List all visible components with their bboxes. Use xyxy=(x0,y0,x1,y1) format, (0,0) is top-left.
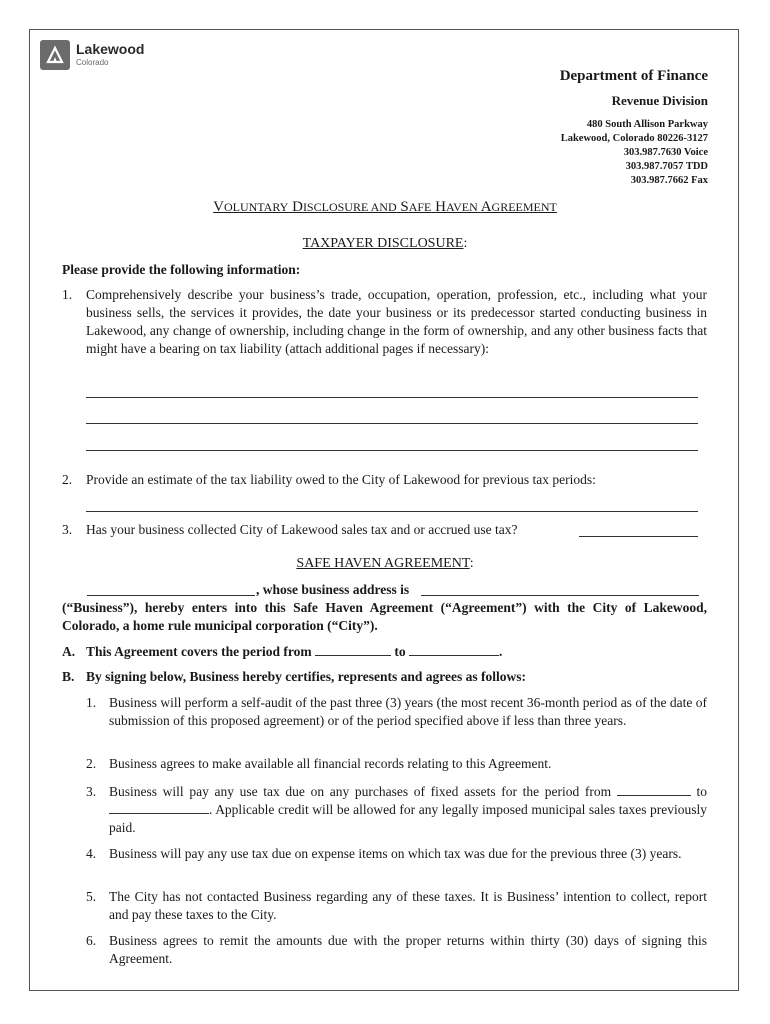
business-name-field[interactable] xyxy=(87,595,255,596)
document-title: VOLUNTARY DISCLOSURE AND SAFE HAVEN AGREEMENT xyxy=(213,199,557,215)
asset-period-to-field[interactable] xyxy=(109,801,209,814)
period-to-field[interactable] xyxy=(409,643,499,656)
city-logo xyxy=(40,40,144,70)
item-1-number: 1. xyxy=(86,695,97,710)
clause-b-text: By signing below, Business hereby certifies, represents and agrees as follows: xyxy=(86,669,527,684)
question-1-number: 1. xyxy=(62,287,73,302)
department-name: Department of Finance xyxy=(559,68,708,84)
disclosure-intro: Please provide the following information: xyxy=(62,262,301,277)
clause-a-text: This Agreement covers the period from to . xyxy=(86,644,503,659)
address-street: 480 South Allison Parkway xyxy=(586,119,708,130)
item-2-text: Business agrees to make available all financial records relating to this Agreement. xyxy=(109,756,552,771)
item-6-text: Business agrees to remit the amounts due with the proper returns within thirty (30) days of signing this Agreement. xyxy=(109,933,707,966)
logo-subtitle: Colorado xyxy=(76,58,109,67)
item-1-text: Business will perform a self-audit of the past three (3) years (the most recent 36-month period as of the date of submission of this proposed agreement) or of the period specified above if less than three years. xyxy=(109,695,707,728)
question-2-text: Provide an estimate of the tax liability owed to the City of Lakewood for previous tax periods: xyxy=(86,472,596,487)
division-name: Revenue Division xyxy=(611,93,708,108)
answer-3-line[interactable] xyxy=(579,536,698,537)
answer-1-line-2[interactable] xyxy=(86,423,698,424)
address-voice: 303.987.7630 Voice xyxy=(623,147,708,158)
asset-period-from-field[interactable] xyxy=(617,783,691,796)
question-2-number: 2. xyxy=(62,472,73,487)
item-4-number: 4. xyxy=(86,846,97,861)
answer-1-line-1[interactable] xyxy=(86,397,698,398)
address-tdd: 303.987.7057 TDD xyxy=(625,161,708,172)
item-4-text: Business will pay any use tax due on expense items on which tax was due for the previous three (3) years. xyxy=(109,846,682,861)
clause-a-label: A. xyxy=(62,644,76,659)
answer-2-line[interactable] xyxy=(86,511,698,512)
safe-haven-heading: SAFE HAVEN AGREEMENT: xyxy=(296,556,474,571)
answer-1-line-3[interactable] xyxy=(86,450,698,451)
item-3-number: 3. xyxy=(86,784,97,799)
logo-name: Lakewood xyxy=(76,41,145,57)
item-6-number: 6. xyxy=(86,933,97,948)
taxpayer-disclosure-heading: TAXPAYER DISCLOSURE: xyxy=(302,236,468,251)
department-header xyxy=(560,68,708,109)
department-address xyxy=(561,118,708,188)
question-3-number: 3. xyxy=(62,522,73,537)
address-fax: 303.987.7662 Fax xyxy=(630,175,708,186)
item-5-text: The City has not contacted Business regarding any of these taxes. It is Business’ intention to collect, report and pay these taxes to the City. xyxy=(109,889,707,922)
agreement-parties: (“Business”), hereby enters into this Safe Haven Agreement (“Agreement”) with the City of Lakewood, Colorado, a home rule municipal corporation (“City”). xyxy=(62,600,707,633)
lakewood-logo-icon xyxy=(40,40,70,70)
item-2-number: 2. xyxy=(86,756,97,771)
business-address-field[interactable] xyxy=(421,595,699,596)
item-3-text: Business will pay any use tax due on any purchases of fixed assets for the period from to . Applicable credit will be allowed for any legally imposed municipal sales taxes previously paid. xyxy=(109,784,708,835)
business-address-label: , whose business address is xyxy=(256,582,410,597)
question-1-text: Comprehensively describe your business’s trade, occupation, operation, profession, etc., including what your business sells, the services it provides, the date your business or its predecessor started conducting business in Lakewood, any change of ownership, including change in the form of ownership, and any other business facts that might have a bearing on tax liability (attach additional pages if necessary): xyxy=(86,287,707,356)
question-3-text: Has your business collected City of Lakewood sales tax and or accrued use tax? xyxy=(86,522,518,537)
period-from-field[interactable] xyxy=(315,643,391,656)
address-city: Lakewood, Colorado 80226-3127 xyxy=(560,133,708,144)
item-5-number: 5. xyxy=(86,889,97,904)
clause-b-label: B. xyxy=(62,669,75,684)
